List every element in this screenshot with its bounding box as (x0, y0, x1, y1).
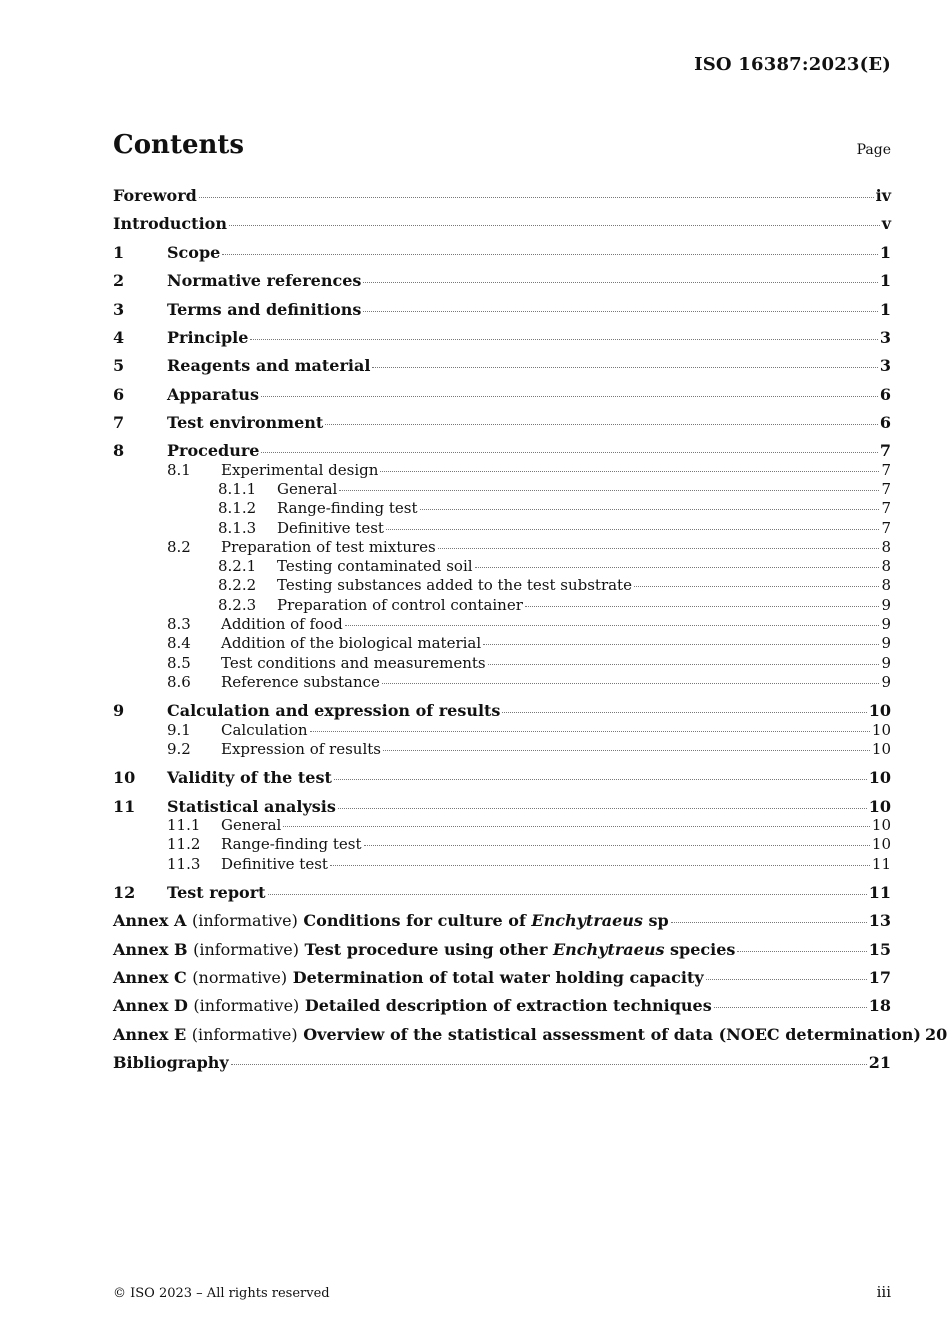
dot-leader (502, 711, 866, 713)
toc-entry-page: 9 (881, 634, 891, 652)
toc-entry[interactable] (113, 441, 891, 460)
toc-entry-number: 7 (113, 413, 125, 432)
toc-entry-number: 5 (113, 356, 125, 375)
toc-entry-page: 8 (881, 576, 891, 594)
toc-entry-title: Testing substances added to the test substrate (277, 576, 632, 594)
dot-leader (250, 338, 877, 340)
toc-entry-page: 7 (881, 499, 891, 517)
dot-leader (363, 310, 877, 312)
dot-leader (339, 489, 879, 491)
annex-title-suffix: species (664, 940, 736, 959)
toc-entry-page: 9 (881, 654, 891, 672)
dot-leader (231, 1063, 867, 1065)
annex-type: (informative) (193, 940, 299, 959)
dot-leader (382, 682, 880, 684)
dot-leader (222, 253, 878, 255)
toc-entry[interactable] (218, 519, 891, 537)
dot-leader (671, 921, 867, 923)
dot-leader (229, 224, 880, 226)
toc-entry-number: 2 (113, 271, 125, 290)
toc-entry-title: General (221, 816, 282, 834)
toc-entry-page: 21 (868, 1053, 891, 1072)
toc-entry-page: 3 (879, 356, 891, 375)
toc-entry[interactable] (113, 996, 891, 1015)
toc-entry-title: Foreword (113, 186, 197, 205)
dot-leader (283, 825, 870, 827)
toc-entry-number: 3 (113, 300, 125, 319)
toc-entry-number: 10 (113, 768, 136, 787)
toc-entry-page: 1 (879, 300, 891, 319)
dot-leader (634, 585, 879, 587)
annex-title: Conditions for culture of (303, 911, 532, 930)
toc-entry[interactable] (113, 328, 891, 347)
toc-entry-number: 12 (113, 883, 136, 902)
toc-entry-title: Calculation and expression of results (167, 701, 501, 720)
toc-entry[interactable] (113, 356, 891, 375)
annex-label: Annex A (113, 911, 187, 930)
dot-leader (714, 1006, 867, 1008)
toc-entry[interactable] (218, 499, 891, 517)
toc-entry-page: 10 (871, 816, 891, 834)
toc-entry-title: Experimental design (221, 461, 379, 479)
toc-entry[interactable] (167, 654, 891, 672)
annex-title: Test procedure using other (304, 940, 553, 959)
dot-leader (261, 395, 878, 397)
toc-entry-number: 8.6 (167, 673, 191, 691)
page-column-label: Page (856, 142, 891, 158)
toc-entry-page: 17 (868, 968, 891, 987)
toc-entry-title: Scope (167, 243, 221, 262)
toc-entry-page: 10 (868, 768, 891, 787)
toc-entry-title: Normative references (167, 271, 362, 290)
dot-leader (383, 749, 870, 751)
toc-entry-title: Definitive test (277, 519, 384, 537)
dot-leader (737, 950, 866, 952)
toc-entry-title: Expression of results (221, 740, 381, 758)
toc-entry-number: 8.1 (167, 461, 191, 479)
toc-entry-page: 3 (879, 328, 891, 347)
toc-entry-number: 9.2 (167, 740, 191, 758)
toc-entry-title: Reagents and material (167, 356, 371, 375)
toc-entry-title (113, 996, 712, 1015)
dot-leader (330, 864, 870, 866)
toc-entry[interactable] (113, 243, 891, 262)
annex-title-suffix: sp (642, 911, 669, 930)
toc-entry-page: 18 (868, 996, 891, 1015)
toc-entry[interactable] (167, 740, 891, 758)
toc-entry-page: 11 (868, 883, 891, 902)
toc-entry-title: Procedure (167, 441, 260, 460)
toc-entry-title: Test environment (167, 413, 324, 432)
toc-entry-number: 9 (113, 701, 125, 720)
toc-entry[interactable] (167, 835, 891, 853)
copyright-notice: © ISO 2023 – All rights reserved (113, 1286, 330, 1301)
toc-entry-page: iv (875, 186, 891, 205)
toc-entry-page: 13 (868, 911, 891, 930)
toc-entry-page: 1 (879, 243, 891, 262)
dot-leader (325, 423, 878, 425)
dot-leader (338, 807, 867, 809)
toc-entry-number: 6 (113, 385, 125, 404)
toc-entry[interactable] (113, 413, 891, 432)
toc-entry-title: Test report (167, 883, 266, 902)
annex-title-italic: Enchytraeus (552, 940, 665, 959)
dot-leader (363, 281, 877, 283)
toc-entry[interactable] (113, 968, 891, 987)
toc-entry[interactable] (113, 300, 891, 319)
toc-entry-page: v (881, 214, 891, 233)
toc-entry-number: 4 (113, 328, 125, 347)
dot-leader (380, 470, 879, 472)
toc-entry[interactable] (113, 940, 891, 959)
dot-leader (483, 643, 879, 645)
toc-entry-title: Bibliography (113, 1053, 229, 1072)
document-id: ISO 16387:2023(E) (694, 54, 891, 75)
toc-entry[interactable] (167, 673, 891, 691)
toc-entry-page: 6 (879, 385, 891, 404)
dot-leader (438, 547, 880, 549)
annex-label: Annex C (113, 968, 187, 987)
toc-entry[interactable] (167, 855, 891, 873)
toc-entry-page: 7 (879, 441, 891, 460)
dot-leader (364, 844, 870, 846)
toc-entry-title: Principle (167, 328, 249, 347)
toc-entry[interactable] (113, 385, 891, 404)
dot-leader (525, 605, 880, 607)
toc-entry-number: 11.2 (167, 835, 201, 853)
toc-entry-page: 8 (881, 557, 891, 575)
dot-leader (310, 730, 870, 732)
toc-entry-title: Preparation of test mixtures (221, 538, 436, 556)
annex-title: Determination of total water holding capacity (292, 968, 704, 987)
toc-entry-title: Addition of the biological material (221, 634, 482, 652)
toc-entry[interactable] (167, 538, 891, 556)
toc-entry-page: 7 (881, 480, 891, 498)
toc-entry-page: 7 (881, 519, 891, 537)
toc-entry-title: Statistical analysis (167, 797, 336, 816)
toc-entry-title: Calculation (221, 721, 308, 739)
toc-entry-page: 11 (871, 855, 891, 873)
toc-entry-page: 20 (924, 1025, 948, 1044)
dot-leader (488, 663, 880, 665)
toc-entry-page: 7 (881, 461, 891, 479)
toc-entry[interactable] (218, 596, 891, 614)
toc-entry-title (113, 968, 704, 987)
toc-entry-title: Terms and definitions (167, 300, 362, 319)
annex-type: (informative) (191, 1025, 298, 1044)
annex-label: Annex D (113, 996, 188, 1015)
toc-entry-title (113, 1025, 921, 1044)
toc-entry-title: Introduction (113, 214, 227, 233)
toc-entry[interactable] (218, 557, 891, 575)
toc-entry[interactable] (167, 461, 891, 479)
toc-entry-number: 11 (113, 797, 136, 816)
toc-entry[interactable] (113, 1025, 948, 1044)
toc-entry-title (113, 940, 735, 959)
toc-entry-number: 8.5 (167, 654, 191, 672)
toc-entry[interactable] (218, 480, 891, 498)
toc-entry-number: 8.3 (167, 615, 191, 633)
toc-entry-title: Apparatus (167, 385, 259, 404)
dot-leader (199, 196, 874, 198)
toc-entry-number: 1 (113, 243, 125, 262)
toc-entry[interactable] (167, 634, 891, 652)
toc-entry[interactable] (113, 1053, 891, 1072)
toc-entry-page: 8 (881, 538, 891, 556)
toc-entry-page: 10 (871, 835, 891, 853)
toc-entry[interactable] (113, 214, 891, 233)
toc-entry-page: 9 (881, 673, 891, 691)
toc-entry-number: 8.1.1 (218, 480, 257, 498)
toc-entry-title: Preparation of control container (277, 596, 523, 614)
dot-leader (420, 508, 880, 510)
toc-entry-page: 10 (871, 721, 891, 739)
toc-entry[interactable] (113, 186, 891, 205)
dot-leader (345, 624, 880, 626)
toc-entry-page: 1 (879, 271, 891, 290)
page-number: iii (876, 1283, 891, 1301)
toc-entry-number: 8.2.1 (218, 557, 257, 575)
dot-leader (261, 451, 877, 453)
toc-entry[interactable] (113, 701, 891, 720)
toc-entry-title: Test conditions and measurements (221, 654, 486, 672)
dot-leader (334, 778, 867, 780)
toc-entry[interactable] (218, 576, 891, 594)
dot-leader (386, 528, 880, 530)
toc-entry[interactable] (113, 911, 891, 930)
toc-entry-number: 8.2.3 (218, 596, 257, 614)
annex-type: (informative) (193, 996, 300, 1015)
toc-entry-title (113, 911, 669, 930)
annex-type: (normative) (192, 968, 288, 987)
annex-title-italic: Enchytraeus (531, 911, 643, 930)
dot-leader (475, 566, 880, 568)
dot-leader (372, 366, 877, 368)
toc-entry[interactable] (113, 883, 891, 902)
toc-entry-title: Addition of food (221, 615, 343, 633)
toc-entry[interactable] (167, 816, 891, 834)
toc-entry-page: 10 (868, 701, 891, 720)
toc-entry-number: 8 (113, 441, 125, 460)
annex-title: Overview of the statistical assessment of data (NOEC determination) (303, 1025, 921, 1044)
toc-entry-page: 15 (868, 940, 891, 959)
toc-entry-number: 11.3 (167, 855, 201, 873)
toc-entry-title: Validity of the test (167, 768, 332, 787)
toc-entry-page: 9 (881, 596, 891, 614)
toc-entry-number: 8.4 (167, 634, 191, 652)
annex-label: Annex B (113, 940, 188, 959)
toc-entry-number: 8.2 (167, 538, 191, 556)
toc-entry[interactable] (113, 271, 891, 290)
dot-leader (268, 893, 867, 895)
annex-type: (informative) (191, 911, 298, 930)
toc-entry-page: 6 (879, 413, 891, 432)
annex-label: Annex E (113, 1025, 187, 1044)
toc-entry-number: 8.1.3 (218, 519, 257, 537)
toc-entry[interactable] (113, 768, 891, 787)
toc-entry-page: 10 (871, 740, 891, 758)
toc-entry-number: 9.1 (167, 721, 191, 739)
toc-entry-page: 9 (881, 615, 891, 633)
dot-leader (706, 978, 867, 980)
toc-entry-number: 8.2.2 (218, 576, 257, 594)
toc-entry-page: 10 (868, 797, 891, 816)
toc-entry-title: Reference substance (221, 673, 380, 691)
toc-entry[interactable] (167, 721, 891, 739)
annex-title: Detailed description of extraction techniques (304, 996, 712, 1015)
page-title: Contents (113, 130, 245, 160)
toc-entry[interactable] (167, 615, 891, 633)
toc-entry-title: Range-finding test (221, 835, 362, 853)
toc-entry-number: 11.1 (167, 816, 201, 834)
toc-entry-title: General (277, 480, 338, 498)
toc-entry-title: Definitive test (221, 855, 328, 873)
toc-entry-number: 8.1.2 (218, 499, 257, 517)
toc-entry-title: Range-finding test (277, 499, 418, 517)
toc-entry[interactable] (113, 797, 891, 816)
toc-entry-title: Testing contaminated soil (277, 557, 473, 575)
